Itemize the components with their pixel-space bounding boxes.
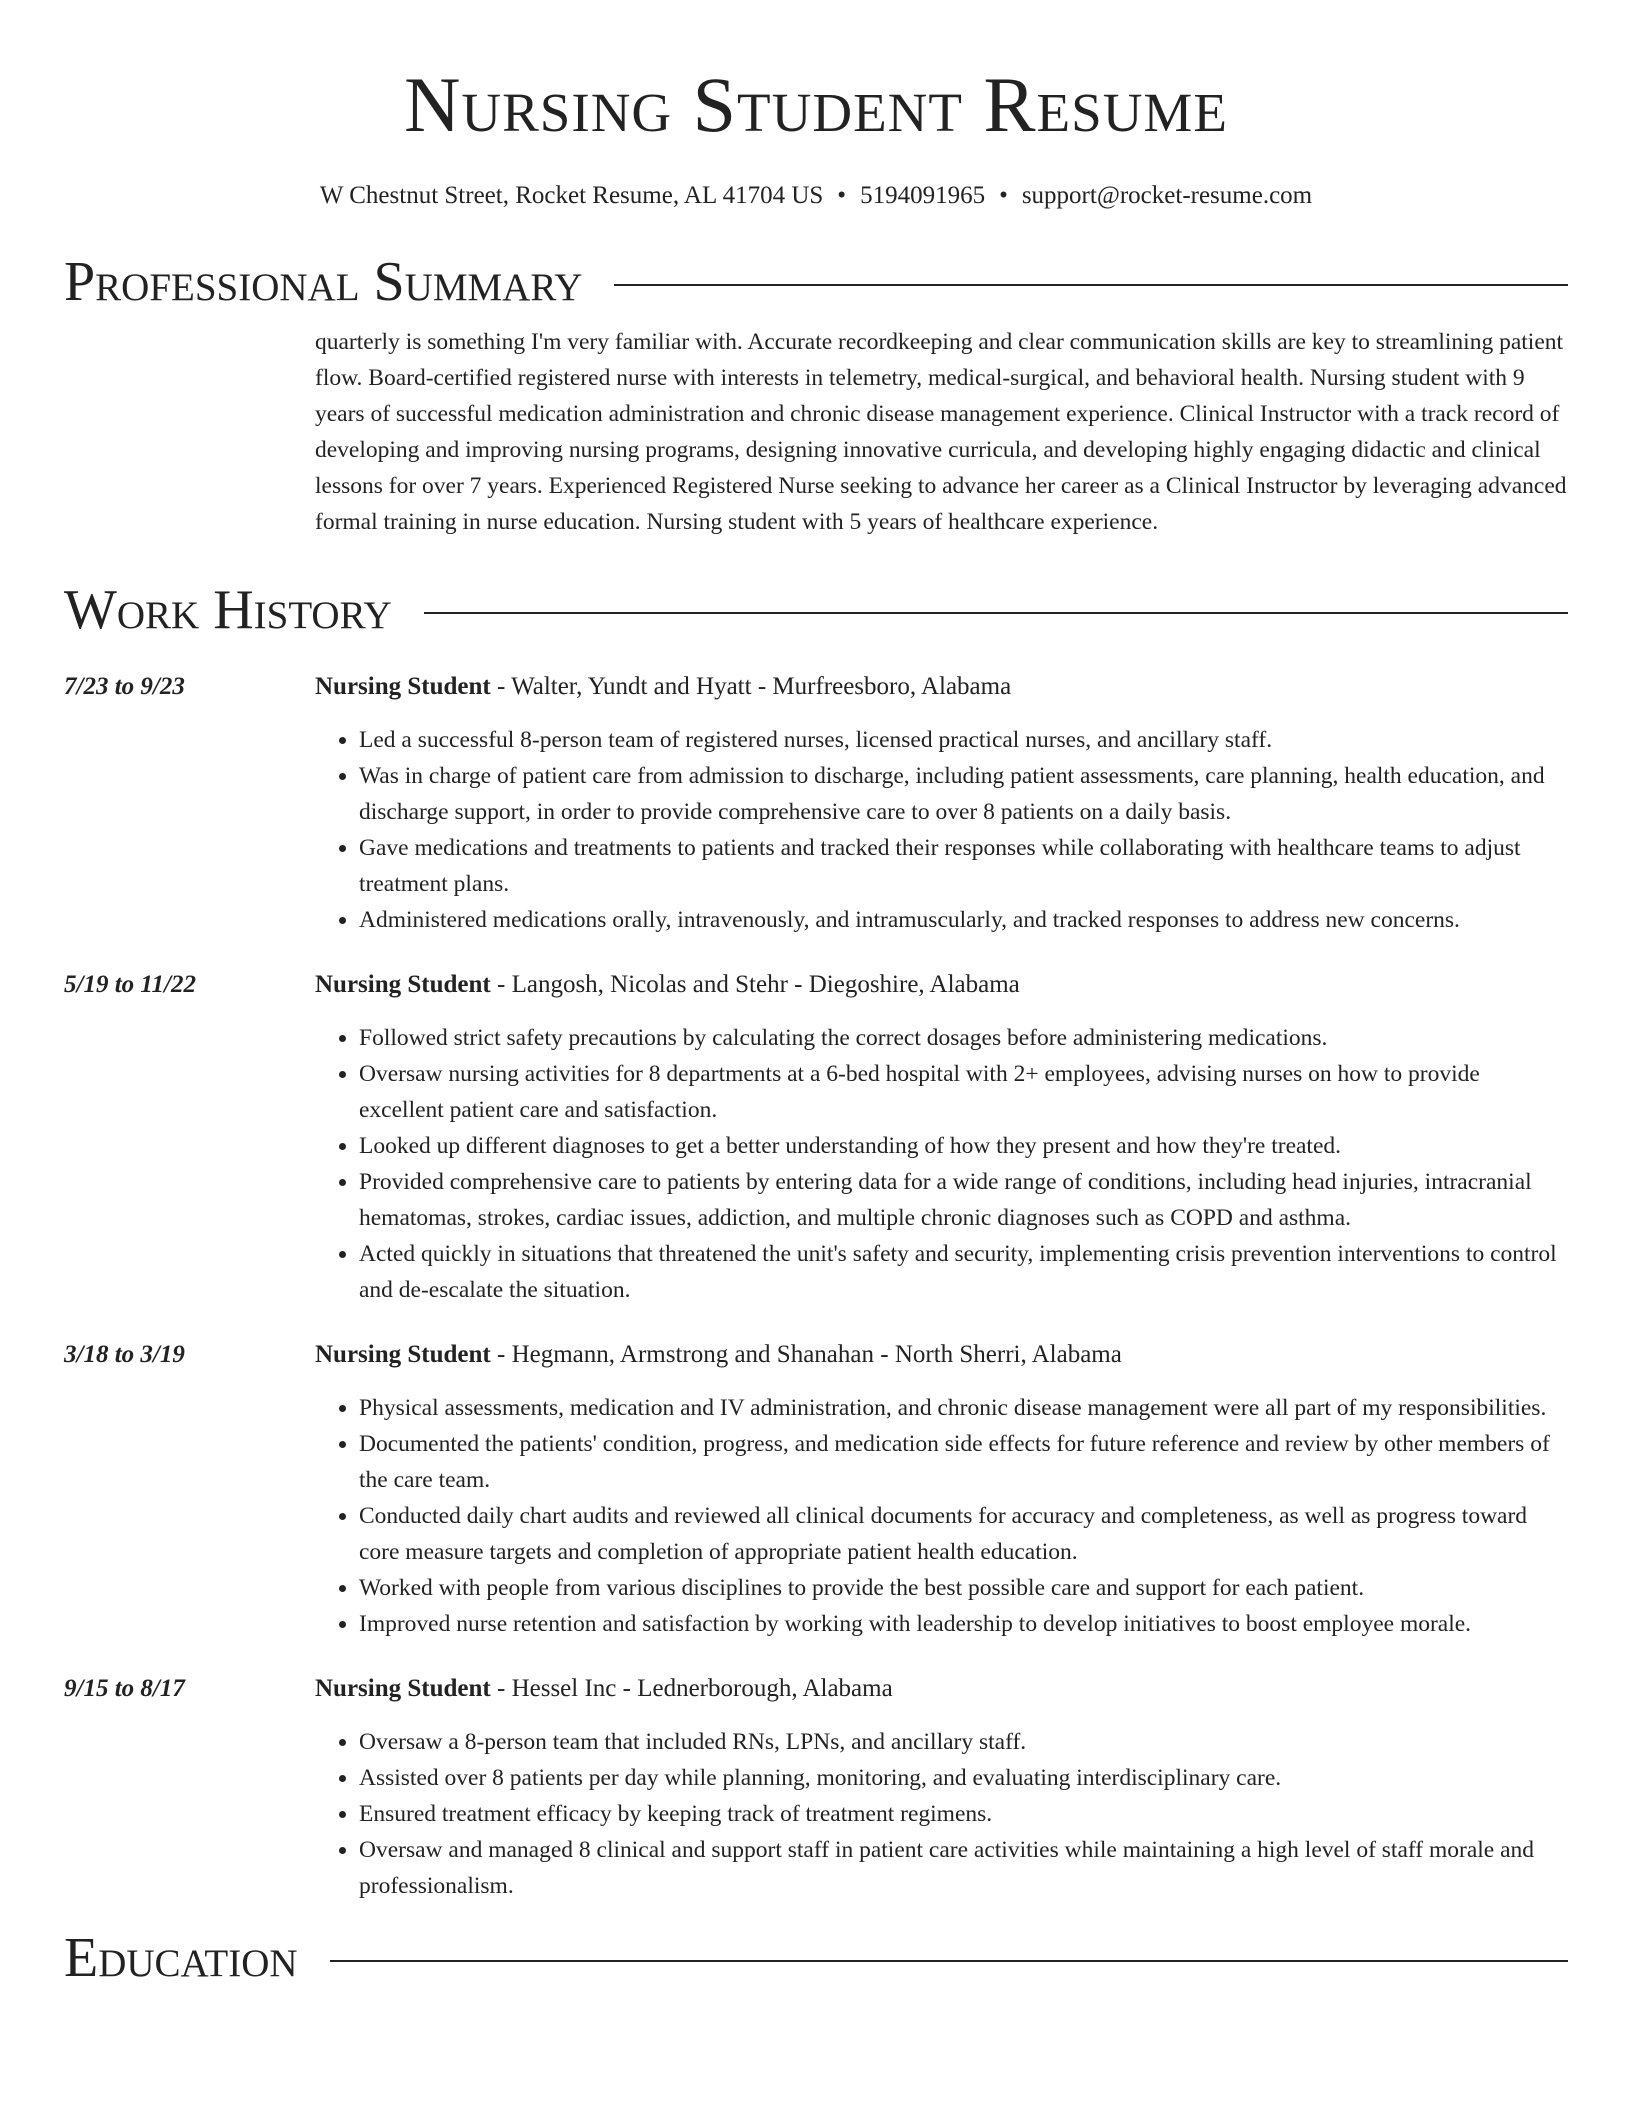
work-entry-header <box>64 1672 1568 1706</box>
bullet-item: • Worked with people from various disciplines to provide the best possible care and support for each patient. <box>359 1570 1568 1606</box>
work-entry-title: Nursing Student <box>315 971 491 998</box>
bullet-item: • Ensured treatment efficacy by keeping track of treatment regimens. <box>359 1796 1568 1832</box>
section-header-summary <box>64 250 1568 314</box>
work-entry-dates: 5/19 to 11/22 <box>64 971 196 998</box>
work-entry-dates: 9/15 to 8/17 <box>64 1675 185 1702</box>
work-entry-heading <box>315 670 1011 704</box>
contact-separator: • <box>999 182 1008 209</box>
work-entry-dates: 7/23 to 9/23 <box>64 673 185 700</box>
bullet-item: • Documented the patients' condition, progress, and medication side effects for future reference and review by other members of the care team. <box>359 1426 1568 1498</box>
work-entry-bullets <box>315 722 1568 938</box>
bullet-item: • Led a successful 8-person team of registered nurses, licensed practical nurses, and ancillary staff. <box>359 722 1568 758</box>
section-divider <box>424 612 1568 614</box>
bullet-item: • Improved nurse retention and satisfaction by working with leadership to develop initiatives to boost employee morale. <box>359 1606 1568 1642</box>
work-entry <box>64 1338 1568 1642</box>
bullet-item: • Administered medications orally, intravenously, and intramuscularly, and tracked responses to address new concerns. <box>359 902 1568 938</box>
work-entry <box>64 1672 1568 1904</box>
work-entry-heading <box>315 1672 893 1706</box>
work-entry-heading <box>315 968 1020 1002</box>
section-divider <box>614 284 1568 286</box>
bullet-item: • Followed strict safety precautions by calculating the correct dosages before administering medications. <box>359 1020 1568 1056</box>
bullet-item: • Gave medications and treatments to patients and tracked their responses while collaborating with healthcare teams to adjust treatment plans. <box>359 830 1568 902</box>
section-divider <box>330 1960 1568 1962</box>
section-title-education: Education <box>64 1927 298 1989</box>
contact-phone: 5194091965 <box>860 182 986 209</box>
work-entry <box>64 968 1568 1308</box>
work-entry-bullets <box>315 1724 1568 1904</box>
contact-line <box>64 180 1568 212</box>
work-entry-title: Nursing Student <box>315 1675 491 1702</box>
professional-summary-text: quarterly is something I'm very familiar with. Accurate recordkeeping and clear communication skills are key to streamlining patient flow. Board-certified registered nurse with interests in telemetry, medical-surgical, and behavioral health. Nursing student with 9 years of successful medication administration and chronic disease management experience. Clinical Instructor with a track record of developing and improving nursing programs, designing innovative curricula, and developing highly engaging didactic and clinical lessons for over 7 years. Experienced Registered Nurse seeking to advance her career as a Clinical Instructor by leveraging advanced formal training in nurse education. Nursing student with 5 years of healthcare experience. <box>315 329 1567 535</box>
work-entry-bullets <box>315 1390 1568 1642</box>
work-entry <box>64 670 1568 938</box>
work-entry-header <box>64 1338 1568 1372</box>
work-entry-employer: - Walter, Yundt and Hyatt - Murfreesboro, Alabama <box>490 673 1012 700</box>
work-history-list <box>64 670 1568 1904</box>
section-title-work: Work History <box>64 579 392 641</box>
contact-separator: • <box>837 182 847 209</box>
work-entry-bullets <box>315 1020 1568 1308</box>
bullet-item: • Oversaw and managed 8 clinical and support staff in patient care activities while maintaining a high level of staff morale and professionalism. <box>359 1832 1568 1904</box>
bullet-item: • Provided comprehensive care to patients by entering data for a wide range of conditions, including head injuries, intracranial hematomas, strokes, cardiac issues, addiction, and multiple chronic diagnoses such as COPD and asthma. <box>359 1164 1568 1236</box>
work-entry-header <box>64 968 1568 1002</box>
work-entry-dates: 3/18 to 3/19 <box>64 1341 185 1368</box>
bullet-item: • Assisted over 8 patients per day while planning, monitoring, and evaluating interdisciplinary care. <box>359 1760 1568 1796</box>
work-entry-employer: - Hessel Inc - Lednerborough, Alabama <box>490 1675 893 1702</box>
bullet-item: • Conducted daily chart audits and reviewed all clinical documents for accuracy and completeness, as well as progress toward core measure targets and completion of appropriate patient health education. <box>359 1498 1568 1570</box>
bullet-item: • Acted quickly in situations that threatened the unit's safety and security, implementing crisis prevention interventions to control and de-escalate the situation. <box>359 1236 1568 1308</box>
bullet-item: • Was in charge of patient care from admission to discharge, including patient assessments, care planning, health education, and discharge support, in order to provide comprehensive care to over 8 patients on a daily basis. <box>359 758 1568 830</box>
work-entry-heading <box>315 1338 1122 1372</box>
contact-address: W Chestnut Street, Rocket Resume, AL 41704 US <box>319 182 824 209</box>
work-entry-employer: - Langosh, Nicolas and Stehr - Diegoshire, Alabama <box>490 971 1020 998</box>
bullet-item: • Physical assessments, medication and IV administration, and chronic disease management were all part of my responsibilities. <box>359 1390 1568 1426</box>
contact-email[interactable]: support@rocket-resume.com <box>1021 182 1313 209</box>
section-title-summary: Professional Summary <box>64 251 583 313</box>
section-header-work <box>64 578 1568 642</box>
work-entry-header <box>64 670 1568 704</box>
resume-title: Nursing Student Resume <box>404 61 1228 148</box>
section-header-education <box>64 1926 1568 1990</box>
work-entry-title: Nursing Student <box>315 1341 491 1368</box>
bullet-item: • Oversaw a 8-person team that included RNs, LPNs, and ancillary staff. <box>359 1724 1568 1760</box>
work-entry-title: Nursing Student <box>315 673 491 700</box>
bullet-item: • Oversaw nursing activities for 8 departments at a 6-bed hospital with 2+ employees, advising nurses on how to provide excellent patient care and satisfaction. <box>359 1056 1568 1128</box>
bullet-item: • Looked up different diagnoses to get a better understanding of how they present and how they're treated. <box>359 1128 1568 1164</box>
work-entry-employer: - Hegmann, Armstrong and Shanahan - North Sherri, Alabama <box>490 1341 1122 1368</box>
